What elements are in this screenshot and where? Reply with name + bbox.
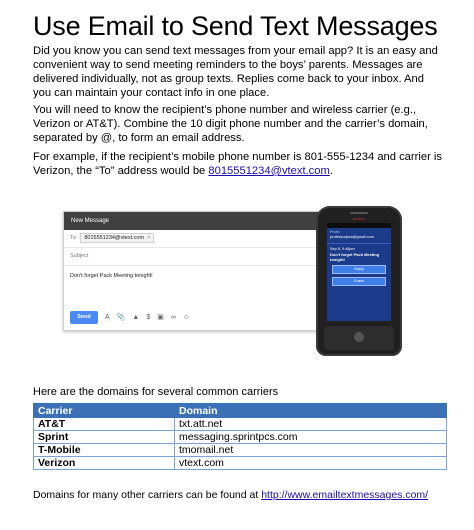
table-row: [34, 444, 447, 457]
from-label: From:: [330, 230, 340, 234]
message-body[interactable]: Don't forget Pack Meeting tonight!: [70, 273, 153, 279]
carriers-intro: Here are the domains for several common carriers: [33, 386, 279, 398]
separator: [327, 243, 391, 244]
subject-field[interactable]: Subject: [64, 248, 322, 266]
table-row: [34, 418, 447, 431]
phone-keypad: [324, 326, 394, 350]
example-paragraph: [33, 150, 445, 178]
outro-text: Domains for many other carriers can be found at: [33, 489, 262, 501]
attach-icon[interactable]: 📎: [116, 314, 126, 321]
from-value: professorjava@gmail.com: [330, 235, 374, 239]
to-row[interactable]: [64, 230, 322, 248]
compose-window: [63, 211, 323, 331]
recipient-chip-text: 8015551234@vtext.com: [84, 234, 145, 241]
status-bar: [327, 223, 391, 228]
domain-cell: tmomail.net: [175, 444, 447, 457]
header-carrier: Carrier: [34, 404, 175, 418]
domain-cell: vtext.com: [175, 457, 447, 470]
carrier-cell: AT&T: [34, 418, 175, 431]
domain-cell: txt.att.net: [175, 418, 447, 431]
sms-message: Don't forget Pack Meeting tonight!: [330, 252, 380, 262]
domain-cell: messaging.sprintpcs.com: [175, 431, 447, 444]
close-icon[interactable]: ×: [147, 234, 151, 241]
carrier-cell: Verizon: [34, 457, 175, 470]
example-text: For example, if the recipient’s mobile phone number is 801-555-1234 and carrier is Verizon, the “To” address would be: [33, 151, 442, 177]
outro-paragraph: [33, 488, 428, 502]
carrier-cell: Sprint: [34, 431, 175, 444]
header-domain: Domain: [175, 404, 447, 418]
table-row: [34, 431, 447, 444]
nav-key: [354, 332, 364, 342]
phone-brand: verizon: [352, 216, 366, 221]
link-icon[interactable]: ∞: [170, 313, 176, 321]
carriers-table: [33, 403, 447, 470]
intro-paragraph: Did you know you can send text messages from your email app? It is an easy and convenient way to send meeting reminders to the boys’ parents. Messages are delivered individually, not as group texts. Replies come back to your inbox. And you can maintain your contact info in one place.: [33, 45, 438, 99]
money-icon[interactable]: $: [146, 313, 151, 321]
phone-image: [316, 206, 402, 356]
to-label: To: [70, 235, 76, 241]
compose-toolbar: [70, 310, 190, 324]
message-date: Sep 8, 9:48pm: [330, 247, 355, 251]
example-suffix: .: [329, 165, 333, 177]
speaker-grille: [350, 212, 368, 214]
compose-header: New Message: [64, 212, 322, 230]
reply-button: Reply: [332, 265, 386, 274]
emoji-icon[interactable]: ☺: [182, 313, 191, 321]
example-address-link[interactable]: 8015551234@vtext.com: [208, 165, 330, 177]
format-icon[interactable]: A: [105, 313, 110, 321]
carriers-website-link[interactable]: http://www.emailtextmessages.com/: [261, 489, 429, 501]
phone-screen: [327, 223, 391, 321]
page-title: Use Email to Send Text Messages: [33, 11, 438, 41]
recipient-chip[interactable]: [80, 233, 154, 243]
drive-icon[interactable]: ▲: [132, 313, 140, 321]
instructions-paragraph: You will need to know the recipient’s phone number and wireless carrier (e.g., Verizon or AT&T). Combine the 10 digit phone number and the carrier’s domain, separated by @, to form an email address.: [33, 104, 428, 144]
erase-button: Erase: [332, 277, 386, 286]
carrier-cell: T-Mobile: [34, 444, 175, 457]
photo-icon[interactable]: ▣: [157, 314, 164, 321]
table-header-row: [34, 404, 447, 418]
table-row: [34, 457, 447, 470]
send-button[interactable]: Send: [70, 311, 98, 324]
